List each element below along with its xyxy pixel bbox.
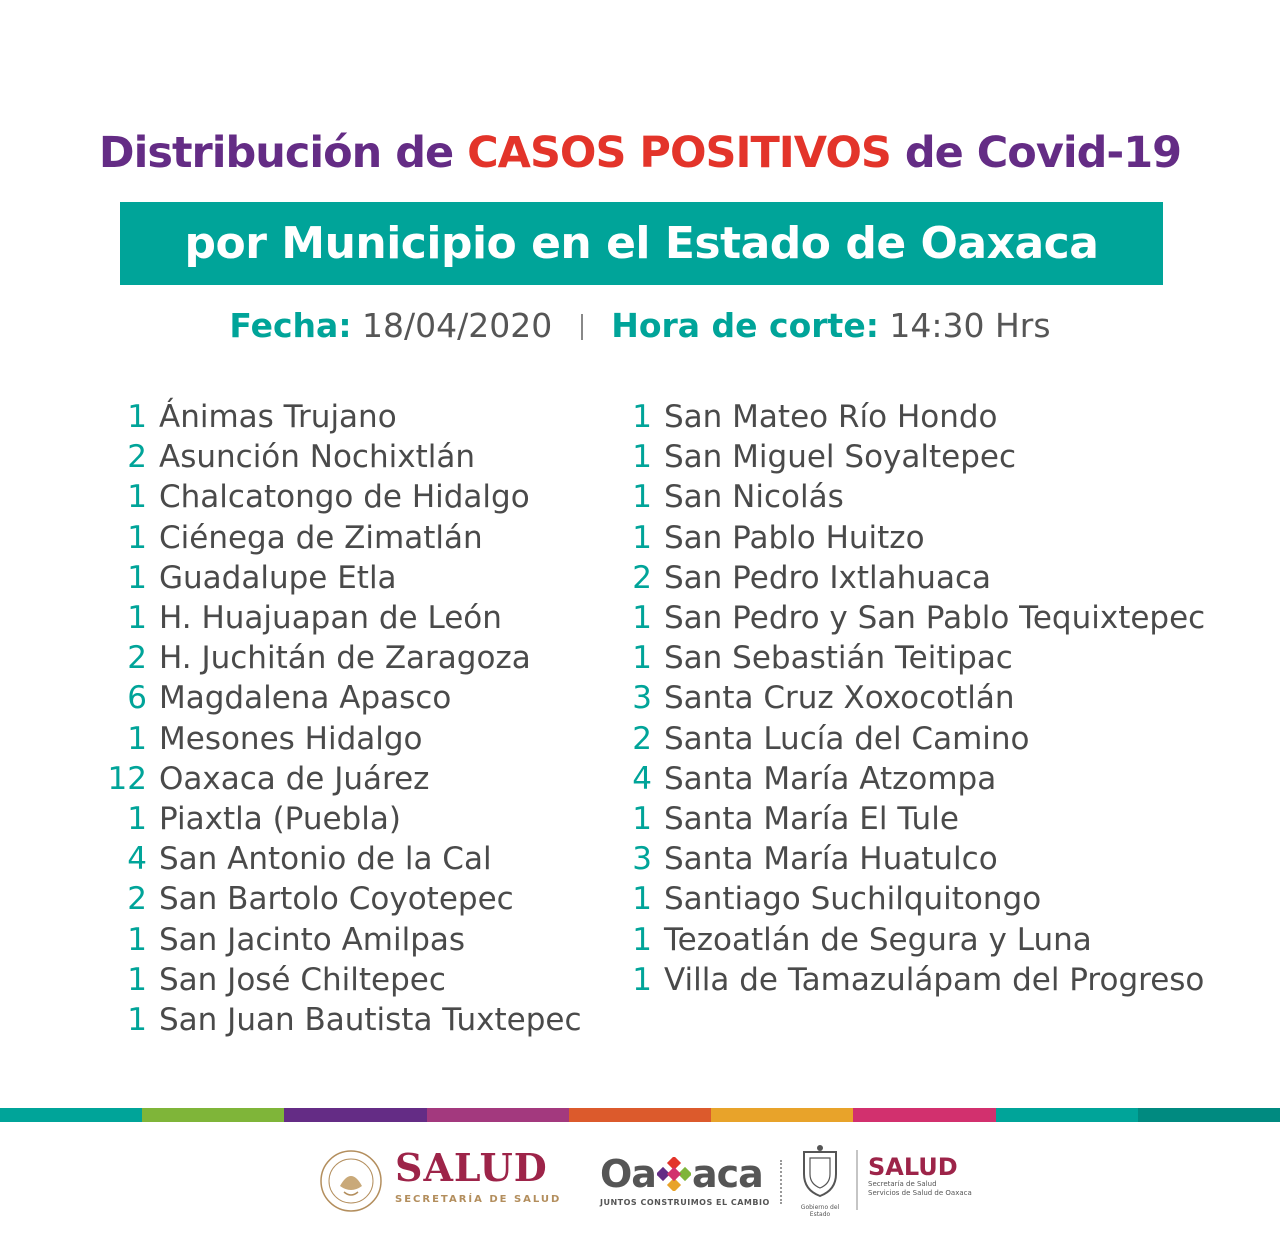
salud-oaxaca-logo [868,1154,972,1198]
oaxaca-word-a: Oa [600,1152,656,1196]
list-item [600,477,1205,517]
list-item [600,437,1205,477]
list-item [95,799,582,839]
municipio-name: San Pedro y San Pablo Tequixtepec [664,600,1206,637]
list-item [600,799,1205,839]
case-count: 1 [632,399,652,436]
case-count: 1 [127,479,147,516]
case-count: 1 [127,800,147,837]
municipio-name: San Miguel Soyaltepec [664,439,1017,476]
municipio-name: San Bartolo Coyotepec [159,881,514,918]
salud-logo [395,1145,562,1205]
stripe-segment [427,1108,569,1122]
list-item [600,719,1205,759]
case-count: 2 [632,720,652,757]
vertical-divider [856,1150,858,1210]
case-count: 1 [127,921,147,958]
municipio-name: Santiago Suchilquitongo [664,881,1042,918]
oaxaca-word-b: aca [691,1152,763,1196]
municipio-name: San Pablo Huitzo [664,519,925,556]
municipio-name: Magdalena Apasco [159,680,452,717]
list-item [600,919,1205,959]
case-count: 4 [127,841,147,878]
list-item [95,960,582,1000]
oaxaca-logo [600,1154,770,1207]
list-item [600,518,1205,558]
case-count: 1 [127,961,147,998]
municipio-name: Chalcatongo de Hidalgo [159,479,530,516]
list-item [95,558,582,598]
salud2-text: SALUD [868,1153,958,1181]
municipio-name: Villa de Tamazulápam del Progreso [664,961,1205,998]
list-item [95,477,582,517]
municipio-name: H. Juchitán de Zaragoza [159,640,531,677]
case-count: 1 [632,921,652,958]
list-item [95,879,582,919]
municipio-name: Guadalupe Etla [159,559,397,596]
municipio-name: San Mateo Río Hondo [664,399,998,436]
municipio-name: San Nicolás [664,479,844,516]
gobierno-logo [790,1144,850,1218]
oaxaca-x-icon [657,1157,691,1191]
case-count: 3 [632,680,652,717]
municipio-name: San Sebastián Teitipac [664,640,1013,677]
case-count: 1 [127,559,147,596]
title-part-1: Distribución de [98,128,454,178]
municipio-name: Santa María Huatulco [664,841,998,878]
list-item [95,598,582,638]
list-item [95,638,582,678]
case-count: 3 [632,841,652,878]
case-count: 1 [632,881,652,918]
case-count: 1 [127,399,147,436]
case-count: 1 [127,1001,147,1038]
hora-label: Hora de corte: [611,306,879,345]
title-part-2: CASOS POSITIVOS [467,128,891,178]
list-item [95,518,582,558]
subtitle-band [120,202,1163,285]
case-count: 1 [632,439,652,476]
municipio-name: San Juan Bautista Tuxtepec [159,1001,582,1038]
municipio-name: San Jacinto Amilpas [159,921,466,958]
list-item [600,879,1205,919]
left-municipio-list [95,397,582,1040]
title-part-3: de Covid-19 [904,128,1182,178]
municipio-name: San José Chiltepec [159,961,446,998]
mexico-seal-icon [318,1148,384,1214]
stripe-segment [1138,1108,1280,1122]
stripe-segment [996,1108,1138,1122]
list-item [600,678,1205,718]
salud-logo-text: SALUD [395,1145,548,1190]
stripe-segment [711,1108,853,1122]
stripe-segment [853,1108,995,1122]
stripe-segment [569,1108,711,1122]
municipio-name: Ánimas Trujano [159,399,397,436]
color-stripe-bar [0,1108,1280,1122]
municipio-name: San Antonio de la Cal [159,841,492,878]
separator [581,314,583,340]
fecha-label: Fecha: [229,306,352,345]
list-item [95,839,582,879]
list-item [600,960,1205,1000]
case-count: 4 [632,760,652,797]
list-item [600,638,1205,678]
stripe-segment [0,1108,142,1122]
footer-logos [0,1140,1280,1220]
right-municipio-list [600,397,1205,1000]
list-item [600,558,1205,598]
list-item [600,598,1205,638]
municipio-name: Oaxaca de Juárez [159,760,430,797]
gobierno-label: Gobierno del Estado [800,1204,840,1218]
municipio-name: Asunción Nochixtlán [159,439,475,476]
salud2-subtext-2: Servicios de Salud de Oaxaca [868,1189,972,1197]
case-count: 2 [127,439,147,476]
municipio-name: Ciénega de Zimatlán [159,519,483,556]
list-item [600,759,1205,799]
case-count: 1 [127,720,147,757]
case-count: 1 [632,600,652,637]
case-count: 6 [127,680,147,717]
case-count: 2 [127,881,147,918]
hora-value: 14:30 Hrs [889,306,1051,345]
list-item [95,437,582,477]
municipio-name: Piaxtla (Puebla) [159,800,401,837]
municipio-name: Santa Cruz Xoxocotlán [664,680,1015,717]
case-count: 1 [632,961,652,998]
oaxaca-shield-icon [798,1144,842,1198]
case-count: 1 [632,479,652,516]
list-item [95,719,582,759]
municipio-name: Tezoatlán de Segura y Luna [664,921,1092,958]
list-item [95,397,582,437]
municipio-name: Mesones Hidalgo [159,720,423,757]
date-line [0,306,1280,345]
page-title [0,128,1280,178]
municipio-name: Santa María Atzompa [664,760,997,797]
list-item [95,919,582,959]
fecha-value: 18/04/2020 [362,306,553,345]
case-count: 2 [632,559,652,596]
case-count: 1 [632,640,652,677]
list-item [95,1000,582,1040]
dotted-divider [780,1160,784,1204]
subtitle: por Municipio en el Estado de Oaxaca [184,218,1099,269]
case-count: 2 [127,640,147,677]
list-item [95,759,582,799]
municipio-name: San Pedro Ixtlahuaca [664,559,991,596]
municipio-name: Santa Lucía del Camino [664,720,1030,757]
case-count: 12 [107,760,147,797]
municipio-name: H. Huajuapan de León [159,600,502,637]
case-count: 1 [127,600,147,637]
oaxaca-slogan: JUNTOS CONSTRUIMOS EL CAMBIO [600,1198,770,1207]
stripe-segment [142,1108,284,1122]
salud2-subtext-1: Secretaría de Salud [868,1180,937,1188]
salud-logo-subtext: SECRETARÍA DE SALUD [395,1194,562,1205]
case-count: 1 [632,800,652,837]
case-count: 1 [127,519,147,556]
stripe-segment [284,1108,426,1122]
list-item [95,678,582,718]
list-item [600,397,1205,437]
list-item [600,839,1205,879]
municipio-name: Santa María El Tule [664,800,959,837]
case-count: 1 [632,519,652,556]
